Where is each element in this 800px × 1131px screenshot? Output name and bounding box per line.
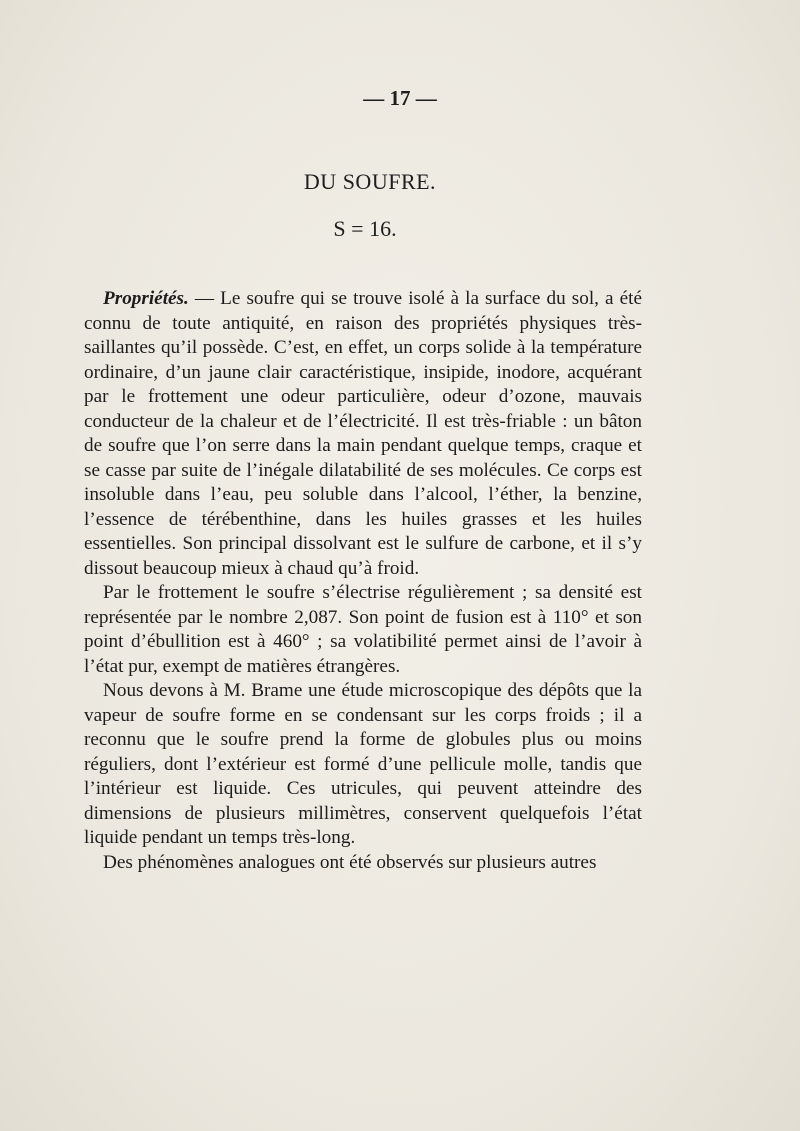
paragraph-properties-text: — Le soufre qui se trouve isolé à la surface du sol, a été connu de toute antiquité, en raison des propriétés physiques très-saillantes qu’il possède. C’est, en effet, un corps solide à la température ordinaire, d’un jaune clair caractéristique, insipide, inodore, acquérant par le frottement une odeur particulière, odeur d’ozone, mauvais conducteur de la chaleur et de l’électricité. Il est très-friable : un bâton de soufre que l’on serre dans la main pendant quelque temps, craque et se casse par suite de l’inégale dilatabilité de ses molécules. Ce corps est insoluble dans l’eau, peu soluble dans l’alcool, l’éther, la benzine, l’essence de térébenthine, dans les huiles grasses et les huiles essentielles. Son principal dissolvant est le sulfure de carbone, et il s’y dissout beaucoup mieux à chaud qu’à froid. <box>84 288 642 579</box>
chemical-formula: S = 16. <box>333 216 397 241</box>
paragraph-density: Par le frottement le soufre s’électrise régulièrement ; sa densité est représentée par le nombre 2,087. Son point de fusion est à 110° et son point d’ébullition est à 460° ; sa volatibilité permet ainsi de l’avoir à l’état pur, exempt de matières étrangères. <box>84 582 642 677</box>
paragraph-brame: Nous devons à M. Brame une étude microscopique des dépôts que la vapeur de soufre forme en se condensant sur les corps froids ; il a reconnu que le soufre prend la forme de globules plus ou moins réguliers, dont l’extérieur est formé d’une pellicule molle, tandis que l’intérieur est liquide. Ces utricules, qui peuvent atteindre des dimensions de plusieurs millimètres, conservent quelquefois l’état liquide pendant un temps très-long. <box>84 680 642 848</box>
chapter-title: DU SOUFRE. <box>303 169 437 194</box>
paragraph-properties <box>84 287 642 581</box>
body-text <box>84 287 642 875</box>
page-number: — 17 — <box>363 86 437 110</box>
section-label: Propriétés. <box>103 288 189 309</box>
paragraph-phenomena: Des phénomènes analogues ont été observés sur plusieurs autres <box>103 851 597 873</box>
